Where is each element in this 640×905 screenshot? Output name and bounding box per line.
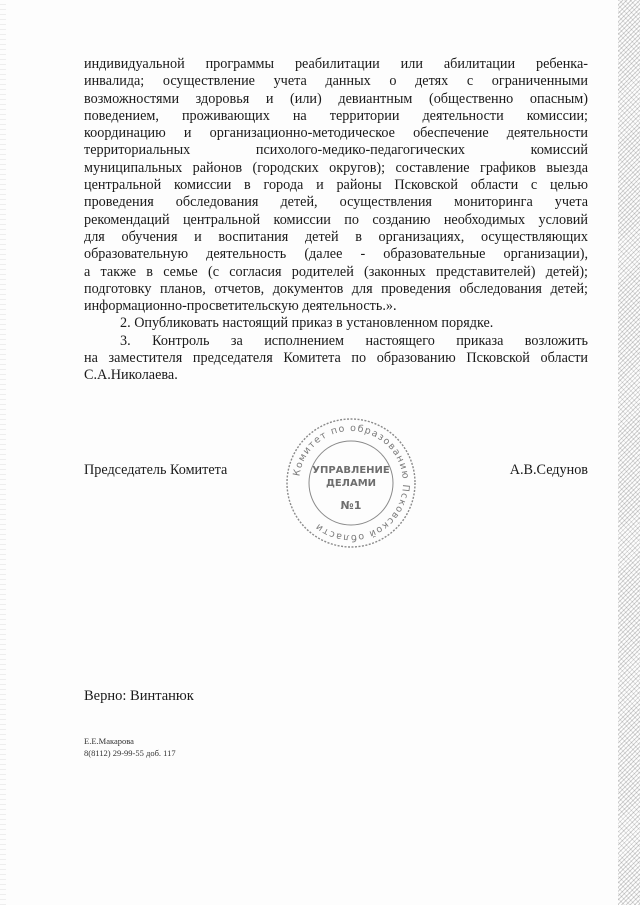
text-line: 2. Опубликовать настоящий приказ в установленном порядке. — [120, 315, 494, 332]
signatory-name: А.В.Седунов — [509, 462, 588, 478]
paragraph-control — [84, 333, 588, 385]
executor-info — [84, 735, 176, 759]
text-line: образовательную деятельность (далее - образовательные организации), — [84, 246, 588, 263]
executor-name: Е.Е.Макарова — [84, 736, 134, 746]
scan-edge-left — [0, 0, 6, 905]
text-line: С.А.Николаева. — [84, 367, 178, 384]
text-line: индивидуальной программы реабилитации или абилитации ребенка- — [84, 56, 588, 72]
text-line: для обучения и воспитания детей в организациях, осуществляющих — [84, 228, 588, 245]
executor-phone: 8(8112) 29-99-55 доб. 117 — [84, 748, 176, 758]
stamp-center-line1: УПРАВЛЕНИЕ — [312, 465, 390, 476]
text-line: рекомендаций центральной комиссии по созданию необходимых условий — [84, 211, 588, 228]
text-line: возможностями здоровья и (или) девиантным (общественно опасным) — [84, 90, 588, 107]
certification-note: Верно: Винтанюк — [84, 688, 194, 704]
stamp-center-line2: ДЕЛАМИ — [325, 478, 377, 489]
text-line: на заместителя председателя Комитета по образованию Псковской области — [84, 350, 588, 367]
paragraph-continuation — [84, 56, 588, 315]
text-line: координацию и организационно-методическое обеспечение деятельности — [84, 125, 588, 142]
official-stamp — [283, 415, 419, 551]
paragraph-publish — [84, 315, 588, 332]
stamp-graphic — [283, 415, 419, 551]
signatory-position: Председатель Комитета — [84, 462, 228, 478]
text-line: подготовку планов, отчетов, документов для проведения обследования детей; — [84, 280, 588, 297]
text-line: а также в семье (с согласия родителей (законных представителей) детей); — [84, 263, 588, 280]
text-line: информационно-просветительскую деятельность.». — [84, 298, 397, 315]
text-line: центральной комиссии в города и районы Псковской области с целью — [84, 177, 588, 194]
text-line: поведением, проживающих на территории деятельности комиссии; — [84, 107, 588, 124]
scan-edge-right — [618, 0, 640, 905]
text-line: 3. Контроль за исполнением настоящего приказа возложить — [120, 332, 588, 349]
stamp-ring-text: Комитет по образованию Псковской области — [291, 422, 412, 544]
document-body — [84, 56, 588, 385]
stamp-center-line3: №1 — [340, 499, 362, 512]
text-line: проведения обследования детей, осуществления мониторинга учета — [84, 194, 588, 211]
text-line: муниципальных районов (городских округов); составление графиков выезда — [84, 159, 588, 176]
text-line: инвалида; осуществление учета данных о детях с ограниченными — [84, 73, 588, 90]
text-line: территориальных психолого-медико-педагогических комиссий — [84, 142, 588, 159]
